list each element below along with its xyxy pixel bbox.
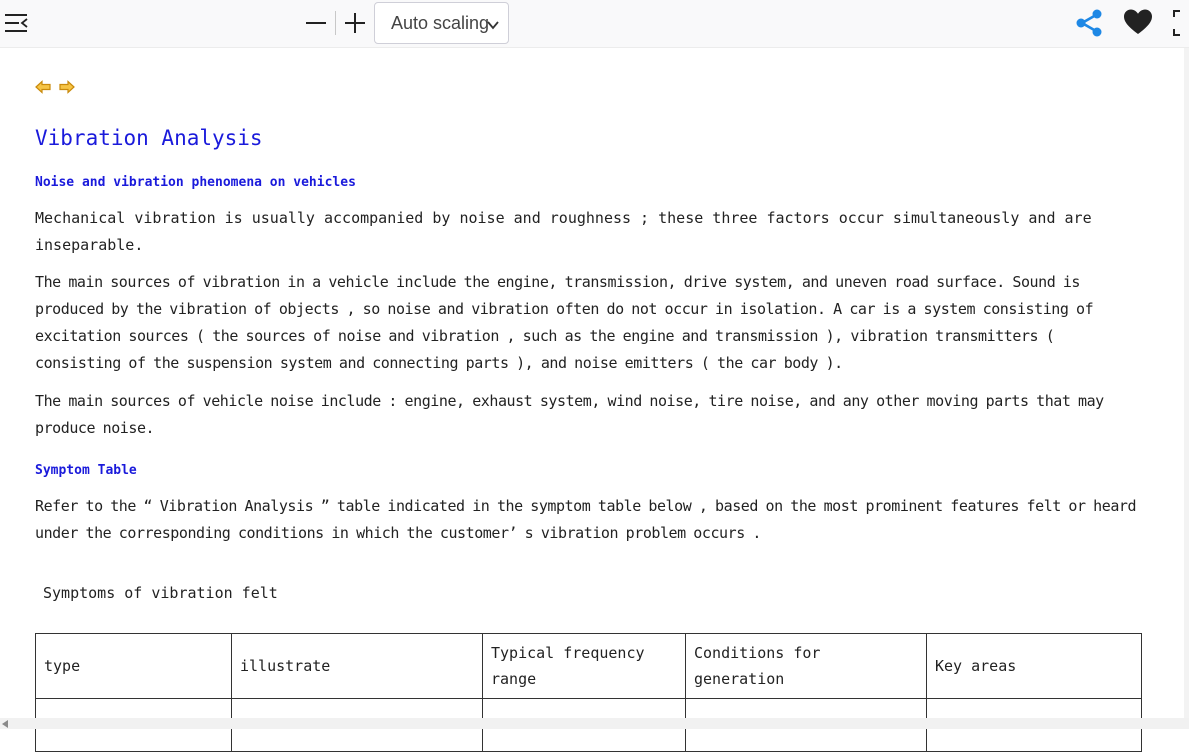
chevron-down-icon [486, 16, 500, 37]
page-navigation [35, 79, 75, 98]
section-heading-symptom-table: Symptom Table [35, 463, 137, 478]
paragraph-noise-sources: The main sources of vehicle noise include : engine, exhaust system, wind noise, tire noise, and any other moving parts that may produce noise. [35, 392, 1104, 437]
table-header-row [36, 634, 1142, 699]
section-heading-noise: Noise and vibration phenomena on vehicles [35, 175, 356, 190]
table-caption: Symptoms of vibration felt [43, 584, 278, 602]
page-title: Vibration Analysis [35, 126, 263, 150]
symptom-table [35, 633, 1142, 752]
table-header-type: type [36, 634, 232, 699]
vertical-scrollbar[interactable] [1184, 48, 1189, 718]
arrow-right-icon[interactable] [59, 79, 75, 98]
plus-icon[interactable] [342, 9, 368, 37]
heart-icon[interactable] [1122, 7, 1154, 37]
arrow-left-icon[interactable] [35, 79, 51, 98]
sidebar-toggle-icon[interactable] [4, 10, 30, 36]
minus-icon[interactable] [303, 9, 329, 37]
table-header-frequency: Typical frequency range [483, 634, 686, 699]
scroll-left-icon[interactable] [2, 720, 8, 728]
toolbar-separator [335, 11, 336, 35]
zoom-select-value: Auto scaling [391, 12, 490, 33]
table-header-illustrate: illustrate [232, 634, 483, 699]
document-viewport [0, 48, 1189, 718]
zoom-select[interactable] [374, 2, 509, 44]
horizontal-scrollbar[interactable] [0, 718, 1189, 729]
share-icon[interactable] [1073, 7, 1105, 39]
paragraph-intro: Mechanical vibration is usually accompanied by noise and roughness ; these three factors occur simultaneously and are inseparable. [35, 209, 1092, 254]
fullscreen-icon[interactable] [1170, 8, 1190, 38]
paragraph-vibration-sources: The main sources of vibration in a vehicle include the engine, transmission, drive system, and uneven road surface. Sound is produced by the vibration of objects , so noise and vibration often do not occur in isolation. A car is a system consisting of excitation sources ( the sources of noise and vibration , such as the engine and transmission ), vibration transmitters ( consisting of the suspension system and connecting parts ), and noise emitters ( the car body ). [35, 273, 1094, 372]
table-header-key-areas: Key areas [927, 634, 1142, 699]
table-header-conditions: Conditions for generation [686, 634, 927, 699]
pdf-toolbar [0, 0, 1189, 48]
paragraph-table-reference: Refer to the “ Vibration Analysis ” table indicated in the symptom table below , based on the most prominent features felt or heard under the corresponding conditions in which the customer’ s vibration problem occurs . [35, 497, 1137, 542]
